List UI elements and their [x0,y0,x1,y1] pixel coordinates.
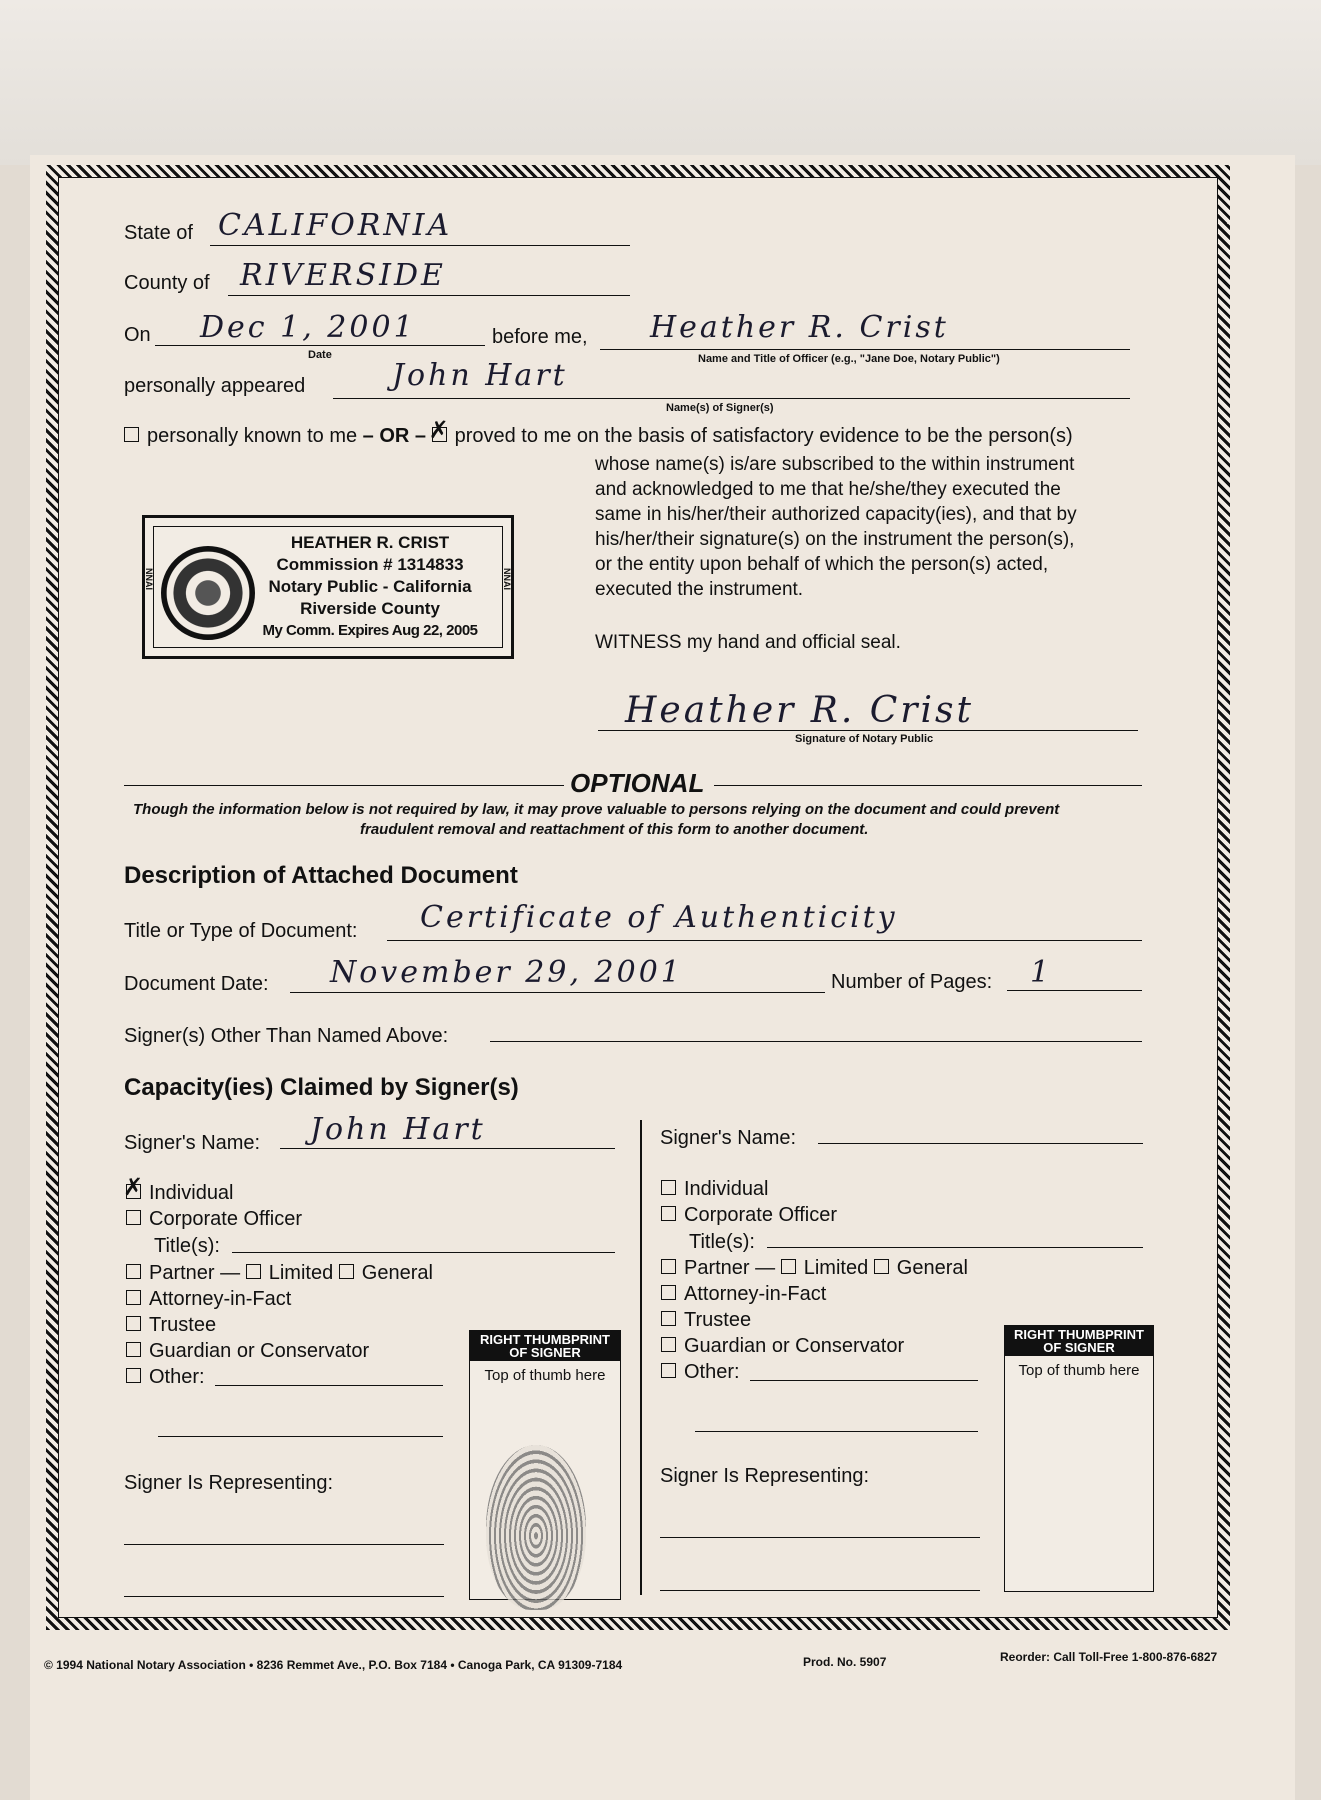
doc-date-line [290,992,825,993]
right-general-checkbox[interactable] [874,1259,889,1274]
right-other-line-2 [695,1431,978,1432]
left-guardian-row [126,1340,369,1363]
right-representing-line-2 [660,1590,980,1591]
state-value: CALIFORNIA [218,208,453,243]
left-partner-label: Partner — [149,1262,241,1284]
left-limited-label: Limited [268,1262,334,1284]
thumb-header-line: OF SIGNER [1043,1340,1115,1355]
right-representing-label: Signer Is Representing: [660,1465,870,1487]
doc-title-value: Certificate of Authenticity [420,900,898,935]
proved-label: proved to me on the basis of satisfactory evidence to be the person(s) [454,425,1073,447]
footer-copyright: © 1994 National Notary Association • 8236 Remmet Ave., P.O. Box 7184 • Canoga Park, CA 91309-7184 [44,1658,623,1672]
right-titles-line [767,1247,1143,1248]
officer-caption: Name and Title of Officer (e.g., "Jane Doe, Notary Public") [698,353,1000,365]
state-seal-icon [161,546,255,640]
left-thumb-header [470,1331,620,1361]
right-thumb-sub: Top of thumb here [1018,1362,1140,1379]
officer-line [600,349,1130,350]
known-checkbox[interactable] [124,427,139,442]
ack-line: his/her/their signature(s) on the instrument the person(s), [595,529,1075,550]
left-titles-label: Title(s): [154,1235,220,1257]
stamp-expires: My Comm. Expires Aug 22, 2005 [262,622,478,639]
left-signer-name-label: Signer's Name: [124,1132,261,1154]
left-representing-label: Signer Is Representing: [124,1472,334,1494]
left-corporate-row [126,1208,302,1231]
right-trustee-checkbox[interactable] [661,1311,676,1326]
left-limited-checkbox[interactable] [246,1264,261,1279]
left-corporate-label: Corporate Officer [149,1208,303,1230]
known-label: personally known to me [147,425,358,447]
pages-label: Number of Pages: [831,971,993,993]
right-thumbprint-box [1004,1325,1154,1592]
right-attorney-checkbox[interactable] [661,1285,676,1300]
stamp-side-label: NNAI [502,568,512,590]
right-guardian-row [661,1335,904,1358]
right-trustee-label: Trustee [684,1309,752,1331]
signer-caption: Name(s) of Signer(s) [666,402,774,414]
optional-note: Though the information below is not required by law, it may prove valuable to persons relying on the document and could prevent [133,801,1060,818]
date-caption: Date [308,349,332,361]
left-trustee-row [126,1314,216,1337]
pages-line [1007,990,1142,991]
state-line [210,245,630,246]
stamp-text [255,532,485,642]
state-label: State of [124,222,193,244]
left-individual-row [126,1182,234,1205]
left-other-line [215,1385,443,1386]
notary-signature-line [598,730,1138,731]
left-partner-checkbox[interactable] [126,1264,141,1279]
optional-rule-right [714,785,1142,786]
right-partner-row [661,1257,968,1280]
doc-title-label: Title or Type of Document: [124,920,358,942]
right-signer-name-line [818,1143,1143,1144]
right-trustee-row [661,1309,751,1332]
stamp-title: Notary Public - California [268,577,472,596]
stamp-name: HEATHER R. CRIST [290,533,450,552]
left-representing-line-2 [124,1596,444,1597]
appeared-label: personally appeared [124,375,306,397]
right-partner-label: Partner — [684,1257,776,1279]
left-other-label: Other: [149,1366,205,1388]
notary-signature-caption: Signature of Notary Public [795,733,934,745]
right-limited-checkbox[interactable] [781,1259,796,1274]
left-trustee-checkbox[interactable] [126,1316,141,1331]
right-signer-name-label: Signer's Name: [660,1127,797,1149]
right-individual-checkbox[interactable] [661,1180,676,1195]
thumbprint-icon [486,1445,586,1610]
right-partner-checkbox[interactable] [661,1259,676,1274]
description-heading: Description of Attached Document [124,862,518,889]
doc-date-value: November 29, 2001 [330,955,683,990]
right-guardian-checkbox[interactable] [661,1337,676,1352]
left-attorney-checkbox[interactable] [126,1290,141,1305]
ack-paragraph [595,452,1077,602]
right-general-label: General [896,1257,968,1279]
signer-line [333,398,1130,399]
right-other-line [750,1380,978,1381]
ack-line: and acknowledged to me that he/she/they executed the [595,479,1061,500]
ack-line: or the entity upon behalf of which the person(s) acted, [595,554,1049,575]
right-corporate-label: Corporate Officer [684,1204,838,1226]
thumb-header-line: RIGHT THUMBPRINT [1014,1327,1144,1342]
ack-line: whose name(s) is/are subscribed to the within instrument [595,454,1075,475]
known-row [124,425,1073,448]
left-general-label: General [361,1262,433,1284]
right-attorney-label: Attorney-in-Fact [684,1283,827,1305]
right-other-label: Other: [684,1361,740,1383]
witness-text: WITNESS my hand and official seal. [595,632,901,653]
right-attorney-row [661,1283,826,1306]
left-other-row [126,1366,205,1389]
other-signers-line [490,1041,1142,1042]
left-partner-row [126,1262,433,1285]
or-label: – OR – [362,425,427,447]
left-thumb-sub: Top of thumb here [484,1367,606,1384]
optional-note: fraudulent removal and reattachment of this form to another document. [360,821,869,838]
thumb-header-line: OF SIGNER [509,1345,581,1360]
county-line [228,295,630,296]
right-limited-label: Limited [803,1257,869,1279]
left-attorney-row [126,1288,291,1311]
before-me-label: before me, [492,326,588,348]
notary-signature: Heather R. Crist [625,690,974,731]
left-signer-name-value: John Hart [310,1112,486,1147]
capacity-heading: Capacity(ies) Claimed by Signer(s) [124,1074,519,1101]
right-corporate-row [661,1204,837,1227]
right-other-checkbox[interactable] [661,1363,676,1378]
pages-value: 1 [1030,955,1053,990]
left-individual-label: Individual [149,1182,234,1204]
left-thumbprint-box [469,1330,621,1600]
left-attorney-label: Attorney-in-Fact [149,1288,292,1310]
footer-prod: Prod. No. 5907 [803,1655,887,1669]
left-other-line-2 [158,1436,443,1437]
date-line [155,345,485,346]
left-other-checkbox[interactable] [126,1368,141,1383]
page-behind [0,0,1321,165]
right-thumb-header [1005,1326,1153,1356]
left-corporate-checkbox[interactable] [126,1210,141,1225]
thumb-header-line: RIGHT THUMBPRINT [480,1332,610,1347]
left-trustee-label: Trustee [149,1314,217,1336]
left-representing-line [124,1544,444,1545]
optional-heading: OPTIONAL [570,768,705,798]
right-individual-row [661,1178,769,1201]
doc-date-label: Document Date: [124,973,269,995]
ack-line: executed the instrument. [595,579,804,600]
left-guardian-checkbox[interactable] [126,1342,141,1357]
officer-value: Heather R. Crist [650,310,949,345]
county-value: RIVERSIDE [240,258,446,293]
other-signers-label: Signer(s) Other Than Named Above: [124,1025,449,1047]
proved-checkbox[interactable] [432,427,447,442]
right-guardian-label: Guardian or Conservator [684,1335,905,1357]
right-representing-line [660,1537,980,1538]
right-titles-label: Title(s): [689,1231,755,1253]
ack-line: same in his/her/their authorized capacity(ies), and that by [595,504,1077,525]
left-signer-name-line [280,1148,615,1149]
footer-reorder: Reorder: Call Toll-Free 1-800-876-6827 [1000,1650,1218,1664]
signer-value: John Hart [392,358,568,393]
notary-stamp [142,515,514,659]
right-individual-label: Individual [684,1178,769,1200]
stamp-county: Riverside County [300,599,440,618]
left-general-checkbox[interactable] [339,1264,354,1279]
on-label: On [124,324,151,346]
stamp-side-label: NNAI [144,568,154,590]
right-corporate-checkbox[interactable] [661,1206,676,1221]
column-divider [640,1120,642,1595]
doc-title-line [387,940,1142,941]
county-label: County of [124,272,210,294]
right-other-row [661,1361,740,1384]
on-value: Dec 1, 2001 [200,310,416,345]
optional-rule-left [124,785,564,786]
stamp-commission: Commission # 1314833 [276,555,464,574]
left-guardian-label: Guardian or Conservator [149,1340,370,1362]
left-individual-checkbox[interactable] [126,1184,141,1199]
left-titles-line [232,1252,615,1253]
